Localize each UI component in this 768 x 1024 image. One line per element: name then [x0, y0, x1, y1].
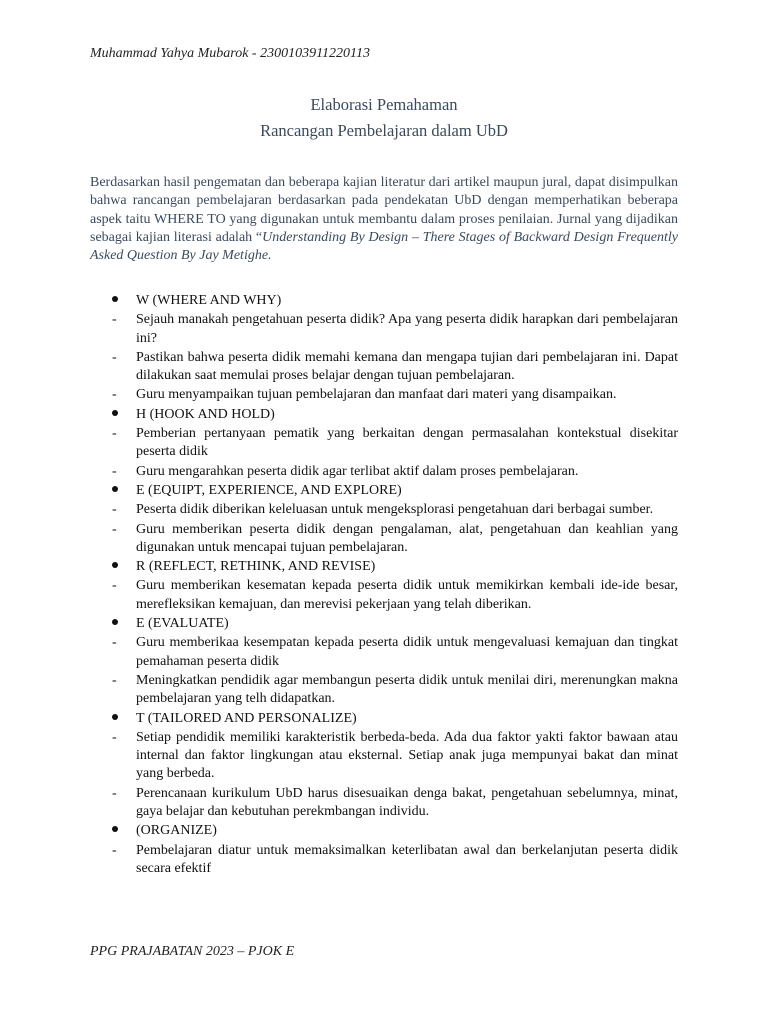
dash-marker: -: [112, 635, 117, 651]
list-item-text: Guru memberikaa kesempatan kepada peserta didik untuk mengevaluasi kemajuan dan tingkat pemahaman peserta didik: [136, 635, 678, 669]
section-heading: (ORGANIZE): [136, 823, 217, 839]
section-heading-row: [90, 822, 678, 840]
bullet-dot-icon: [112, 714, 118, 720]
list-item: [90, 311, 678, 348]
bullet-dot-icon: [112, 619, 118, 625]
list-item: [90, 672, 678, 709]
bullet-dot-icon: [112, 296, 118, 302]
section-heading: H (HOOK AND HOLD): [136, 406, 275, 422]
bullet-marker: [90, 482, 136, 500]
list-item-text: Guru menyampaikan tujuan pembelajaran dan manfaat dari materi yang disampaikan.: [136, 387, 617, 403]
document-title: [0, 92, 768, 144]
section-heading-row: [90, 406, 678, 424]
page-footer: PPG PRAJABATAN 2023 – PJOK E: [90, 944, 295, 959]
dash-marker: -: [112, 312, 117, 328]
dash-marker: -: [112, 521, 117, 537]
author-header: Muhammad Yahya Mubarok - 2300103911220113: [90, 46, 370, 61]
list-item: [90, 577, 678, 614]
section-heading-row: [90, 710, 678, 728]
title-line-2: Rancangan Pembelajaran dalam UbD: [260, 121, 508, 140]
section-heading-row: [90, 558, 678, 576]
dash-marker: -: [112, 502, 117, 518]
bullet-dot-icon: [112, 562, 118, 568]
list-item-text: Perencanaan kurikulum UbD harus disesuaikan denga bakat, pengetahuan sebelumnya, minat, gaya belajar dan kebutuhan perekmbangan individu.: [136, 785, 678, 820]
list-item: [90, 386, 678, 404]
section-heading: E (EVALUATE): [136, 616, 229, 632]
list-item-text: Guru mengarahkan peserta didik agar terlibat aktif dalam proses pembelajaran.: [136, 463, 579, 479]
bullet-marker: [90, 710, 136, 728]
bullet-dot-icon: [112, 410, 118, 416]
list-item-text: Pastikan bahwa peserta didik memahi kemana dan mengapa tujian dari pembelajaran ini. Dapat dilakukan saat memulai proses belajar dengan tujuan pembelajaran.: [136, 349, 678, 384]
bullet-marker: [90, 558, 136, 576]
dash-marker: -: [112, 578, 117, 594]
bullet-marker: [90, 822, 136, 840]
section-heading-row: [90, 292, 678, 310]
section-heading: T (TAILORED AND PERSONALIZE): [136, 710, 357, 726]
list-item-text: Setiap pendidik memiliki karakteristik berbeda-beda. Ada dua faktor yakti faktor bawaan atau internal dan faktor lingkungan atau eksternal. Setiap anak juga mempunyai bakat dan minat yang berbeda.: [136, 729, 678, 782]
list-item-text: Sejauh manakah pengetahuan peserta didik? Apa yang peserta didik harapkan dari pembelajaran ini?: [136, 312, 678, 346]
list-item: [90, 501, 678, 519]
list-item: [90, 729, 678, 784]
bullet-dot-icon: [112, 826, 118, 832]
section-heading: R (REFLECT, RETHINK, AND REVISE): [136, 559, 376, 575]
dash-marker: -: [112, 785, 117, 801]
list-item: [90, 425, 678, 462]
section-heading-row: [90, 615, 678, 633]
bullet-dot-icon: [112, 486, 118, 492]
bullet-marker: [90, 292, 136, 310]
section-heading: E (EQUIPT, EXPERIENCE, AND EXPLORE): [136, 482, 402, 498]
list-item: [90, 634, 678, 671]
section-heading: W (WHERE AND WHY): [136, 293, 282, 308]
intro-italic-reference: Understanding By Design – There Stages of Backward Design Frequently Asked Question By Jay Metighe.: [90, 229, 678, 264]
list-item-text: Guru memberikan kesematan kepada peserta didik untuk memikirkan kembali ide-ide besar, merefleksikan kemajuan, dan merevisi pekerjaan yang telah diberikan.: [136, 578, 678, 612]
list-item-text: Meningkatkan pendidik agar membangun peserta didik untuk menilai diri, merenungkan makna pembelajaran yang telh didapatkan.: [136, 672, 678, 707]
bullet-marker: [90, 406, 136, 424]
list-item: [90, 349, 678, 386]
title-line-1: Elaborasi Pemahaman: [310, 95, 458, 114]
list-item-text: Peserta didik diberikan keleluasan untuk mengeksplorasi pengetahuan dari berbagai sumber.: [136, 502, 654, 518]
dash-marker: -: [112, 349, 117, 365]
section-heading-row: [90, 482, 678, 500]
bullet-marker: [90, 615, 136, 633]
dash-marker: -: [112, 842, 117, 858]
list-item: [90, 463, 678, 481]
list-item-text: Pembelajaran diatur untuk memaksimalkan keterlibatan awal dan berkelanjutan peserta didik secara efektif: [136, 842, 678, 876]
where-to-list: [90, 292, 678, 879]
dash-marker: -: [112, 463, 117, 479]
list-item: [90, 521, 678, 558]
intro-paragraph: [90, 174, 678, 265]
list-item-text: Guru memberikan peserta didik dengan pengalaman, alat, pengetahuan dan keahlian yang digunakan untuk mencapai tujuan pembelajaran.: [136, 521, 678, 555]
dash-marker: -: [112, 729, 117, 745]
dash-marker: -: [112, 387, 117, 403]
list-item-text: Pemberian pertanyaan pematik yang berkaitan dengan permasalahan kontekstual disekitar peserta didik: [136, 426, 678, 460]
intro-text: Berdasarkan hasil pengematan dan beberapa kajian literatur dari artikel maupun jural, dapat disimpulkan bahwa rancangan pembelajaran berdasarkan pada pendekatan UbD dengan memperhatikan beberapa aspek taitu WHERE TO yang digunakan untuk membantu dalam proses penilaian. Jurnal yang dijadikan sebagai kajian literasi adalah “: [90, 175, 678, 245]
dash-marker: -: [112, 672, 117, 688]
list-item: [90, 785, 678, 822]
dash-marker: -: [112, 426, 117, 442]
list-item: [90, 842, 678, 879]
